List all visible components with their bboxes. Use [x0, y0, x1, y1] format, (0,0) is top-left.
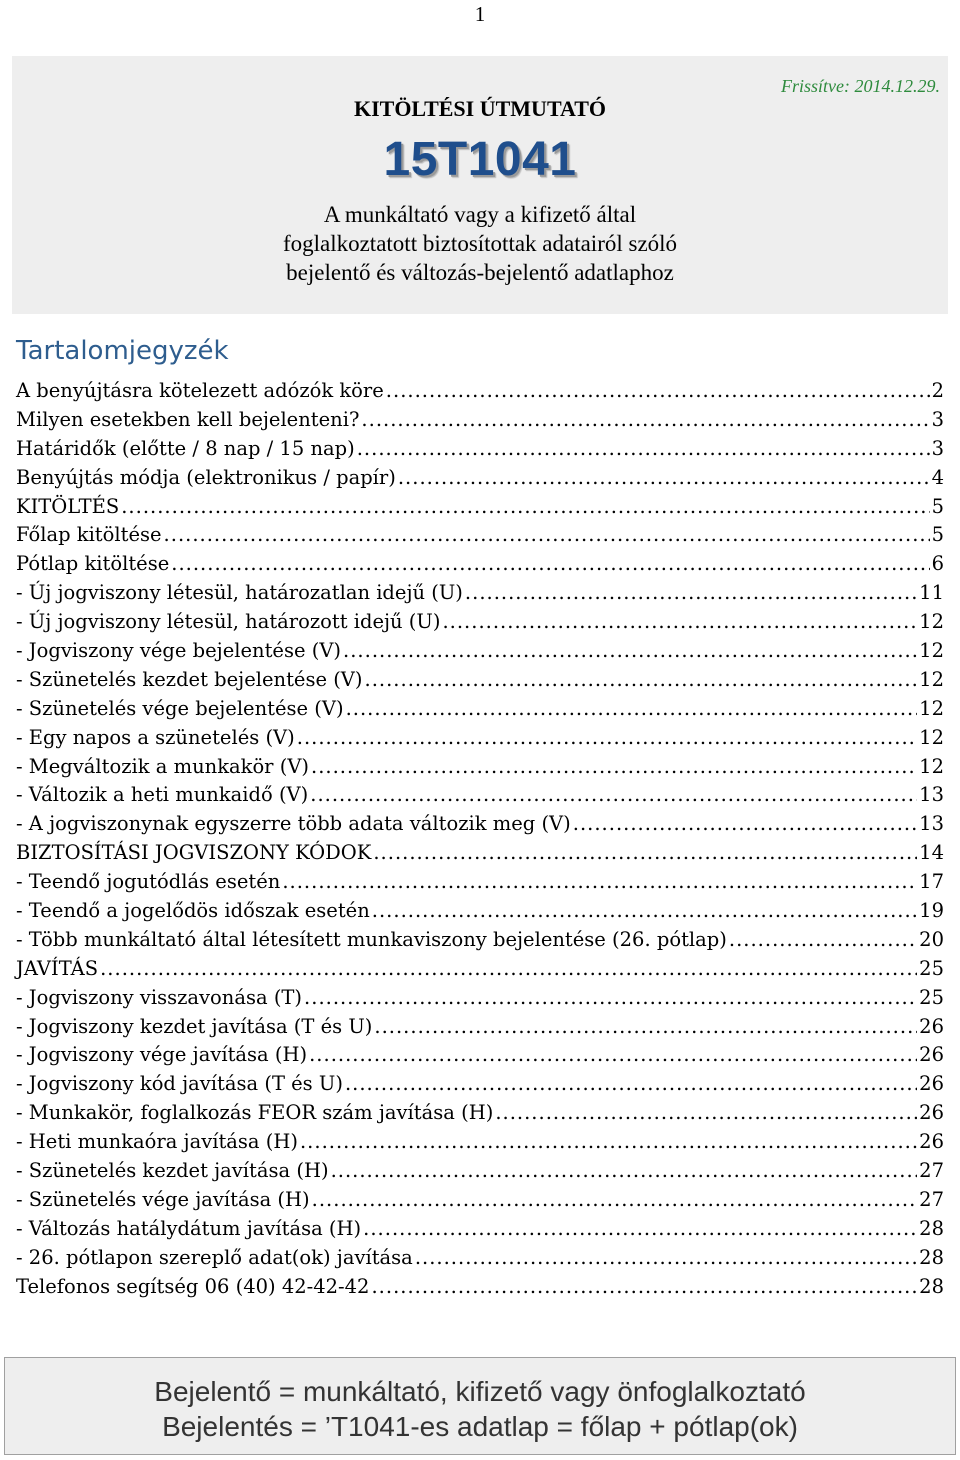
toc-dot-leader: [357, 435, 930, 464]
toc-entry-page: 3: [931, 436, 944, 460]
toc-entry-page: 12: [919, 696, 944, 720]
toc-entry-page: 5: [931, 494, 944, 518]
toc-entry-page: 11: [919, 581, 944, 605]
toc-entry-title: - Szünetelés kezdet javítása (H): [16, 1159, 329, 1183]
subtitle-line: A munkáltató vagy a kifizető által: [323, 202, 637, 227]
toc-dot-leader: [171, 550, 929, 579]
toc-entry-title: - Szünetelés vége javítása (H): [16, 1187, 310, 1211]
toc-dot-leader: [300, 1128, 917, 1157]
subtitle-line: bejelentő és változás-bejelentő adatlaphoz: [286, 260, 674, 285]
toc-entry-title: - Jogviszony kezdet javítása (T és U): [16, 1014, 373, 1038]
toc-dot-leader: [304, 984, 917, 1013]
toc-entry-title: - Új jogviszony létesül, határozott idejű (U): [16, 610, 441, 634]
toc-entry[interactable]: [16, 406, 944, 435]
toc-dot-leader: [164, 521, 930, 550]
toc-entry-page: 27: [919, 1187, 944, 1211]
toc-dot-leader: [729, 926, 917, 955]
toc-entry-page: 13: [919, 783, 944, 807]
toc-entry-title: - Változás hatálydátum javítása (H): [16, 1216, 362, 1240]
toc-entry-title: - Több munkáltató által létesített munkaviszony bejelentése (26. pótlap): [16, 927, 727, 951]
toc-dot-leader: [371, 1273, 917, 1302]
toc-dot-leader: [282, 868, 917, 897]
toc-entry-title: - Jogviszony kód javítása (T és U): [16, 1072, 343, 1096]
toc-dot-leader: [398, 464, 930, 493]
toc-entry[interactable]: [16, 1128, 944, 1157]
toc-dot-leader: [495, 1099, 917, 1128]
toc-dot-leader: [331, 1157, 918, 1186]
toc-entry-page: 27: [919, 1159, 944, 1183]
toc-dot-leader: [373, 839, 917, 868]
toc-entry[interactable]: [16, 1013, 944, 1042]
toc-entry[interactable]: [16, 493, 944, 522]
toc-entry-title: - Egy napos a szünetelés (V): [16, 725, 295, 749]
toc-entry[interactable]: [16, 1157, 944, 1186]
toc-entry-title: - Szünetelés kezdet bejelentése (V): [16, 667, 363, 691]
page-number: 1: [474, 2, 486, 26]
toc-entry[interactable]: [16, 926, 944, 955]
toc-entry[interactable]: [16, 435, 944, 464]
toc-entry[interactable]: [16, 521, 944, 550]
toc-entry[interactable]: [16, 1273, 944, 1302]
toc-entry-title: Pótlap kitöltése: [16, 552, 170, 576]
toc-dot-leader: [345, 1070, 917, 1099]
toc-entry-title: A benyújtásra kötelezett adózók köre: [16, 379, 384, 402]
toc-entry-title: - Jogviszony visszavonása (T): [16, 985, 303, 1009]
toc-entry-page: 17: [919, 870, 944, 894]
toc-entry-page: 3: [931, 407, 944, 431]
toc-entry-page: 28: [919, 1216, 944, 1240]
toc-dot-leader: [374, 1013, 917, 1042]
toc-entry[interactable]: [16, 1215, 944, 1244]
title-box: [12, 56, 948, 314]
toc-entry-page: 26: [919, 1101, 944, 1125]
toc-dot-leader: [361, 406, 929, 435]
toc-entry-title: - Új jogviszony létesül, határozatlan idejű (U): [16, 581, 463, 605]
toc-entry-title: JAVÍTÁS: [16, 956, 99, 980]
form-code-title: 15T1041: [383, 133, 577, 186]
definition-box: [4, 1357, 956, 1455]
toc-dot-leader: [310, 781, 917, 810]
toc-entry-title: - Jogviszony vége bejelentése (V): [16, 639, 342, 663]
toc-entry-page: 4: [931, 465, 944, 489]
toc-entry[interactable]: [16, 955, 944, 984]
toc-dot-leader: [343, 637, 917, 666]
toc-entry-page: 28: [919, 1274, 944, 1298]
toc-entry[interactable]: [16, 724, 944, 753]
toc-entry[interactable]: [16, 1244, 944, 1273]
toc-entry[interactable]: [16, 1186, 944, 1215]
toc-entry[interactable]: [16, 897, 944, 926]
updated-date: Frissítve: 2014.12.29.: [781, 76, 940, 96]
toc-entry-title: Benyújtás módja (elektronikus / papír): [16, 465, 396, 489]
toc-entry[interactable]: [16, 637, 944, 666]
toc-dot-leader: [121, 493, 929, 522]
subtitle-line: foglalkoztatott biztosítottak adatairól szóló: [282, 231, 678, 256]
toc-entry-page: 6: [931, 552, 944, 576]
toc-entry[interactable]: [16, 868, 944, 897]
toc-dot-leader: [465, 579, 917, 608]
toc-entry-page: 13: [919, 812, 944, 836]
toc-entry-page: 26: [919, 1043, 944, 1067]
toc-dot-leader: [100, 955, 917, 984]
toc-entry[interactable]: [16, 377, 944, 406]
toc-entry[interactable]: [16, 579, 944, 608]
toc-dot-leader: [363, 1215, 917, 1244]
toc-entry-title: KITÖLTÉS: [16, 494, 120, 518]
toc-entry-page: 26: [919, 1014, 944, 1038]
toc-dot-leader: [346, 695, 918, 724]
toc-entry-title: - Szünetelés vége bejelentése (V): [16, 696, 344, 720]
toc-entry[interactable]: [16, 666, 944, 695]
toc-entry-page: 12: [919, 610, 944, 634]
toc-entry-page: 5: [931, 523, 944, 547]
toc-entry[interactable]: [16, 810, 944, 839]
toc-entry-page: 12: [919, 639, 944, 663]
toc-entry-page: 14: [919, 841, 944, 865]
toc-entry-page: 25: [919, 956, 944, 980]
toc-dot-leader: [573, 810, 917, 839]
toc-entry[interactable]: [16, 839, 944, 868]
toc-entry-title: Telefonos segítség 06 (40) 42-42-42: [16, 1274, 370, 1298]
toc-entry[interactable]: [16, 753, 944, 782]
toc-entry-title: - Teendő a jogelődös időszak esetén: [16, 899, 370, 923]
table-of-contents: [16, 377, 944, 1302]
toc-dot-leader: [386, 377, 930, 406]
toc-entry-title: - Jogviszony vége javítása (H): [16, 1043, 308, 1067]
toc-entry[interactable]: [16, 781, 944, 810]
toc-entry-title: - Heti munkaóra javítása (H): [16, 1130, 298, 1154]
toc-dot-leader: [442, 608, 917, 637]
toc-dot-leader: [309, 1041, 917, 1070]
toc-entry-title: - Munkakör, foglalkozás FEOR szám javítása (H): [16, 1101, 494, 1125]
toc-entry-title: Főlap kitöltése: [16, 523, 162, 547]
toc-entry-title: Milyen esetekben kell bejelenteni?: [16, 407, 360, 431]
toc-entry-page: 26: [919, 1072, 944, 1096]
toc-dot-leader: [365, 666, 918, 695]
toc-entry-title: - A jogviszonynak egyszerre több adata változik meg (V): [16, 812, 571, 836]
toc-entry-page: 2: [931, 379, 944, 402]
definition-line-1: Bejelentő = munkáltató, kifizető vagy önfoglalkoztató: [154, 1376, 806, 1407]
toc-entry[interactable]: [16, 1099, 944, 1128]
document-subtitle: [12, 200, 948, 287]
toc-entry-page: 19: [919, 899, 944, 923]
toc-entry[interactable]: [16, 1070, 944, 1099]
toc-entry-title: - 26. pótlapon szereplő adat(ok) javítása: [16, 1245, 413, 1269]
guide-label: KITÖLTÉSI ÚTMUTATÓ: [353, 96, 607, 121]
toc-entry-page: 20: [919, 927, 944, 951]
toc-entry-page: 12: [919, 667, 944, 691]
toc-entry-title: - Megváltozik a munkakör (V): [16, 754, 310, 778]
toc-entry[interactable]: [16, 550, 944, 579]
toc-entry[interactable]: [16, 1041, 944, 1070]
toc-entry-page: 26: [919, 1130, 944, 1154]
toc-entry[interactable]: [16, 984, 944, 1013]
toc-entry-page: 12: [919, 725, 944, 749]
toc-entry-page: 25: [919, 985, 944, 1009]
toc-entry-title: BIZTOSÍTÁSI JOGVISZONY KÓDOK: [16, 841, 372, 865]
toc-dot-leader: [312, 1186, 918, 1215]
definition-line-2: Bejelentés = ’T1041-es adatlap = főlap + pótlap(ok): [162, 1411, 798, 1442]
toc-dot-leader: [372, 897, 917, 926]
toc-entry[interactable]: [16, 695, 944, 724]
toc-entry-title: Határidők (előtte / 8 nap / 15 nap): [16, 436, 355, 460]
toc-heading: Tartalomjegyzék: [16, 336, 229, 366]
toc-dot-leader: [311, 753, 917, 782]
toc-dot-leader: [415, 1244, 917, 1273]
toc-dot-leader: [297, 724, 917, 753]
toc-entry-title: - Teendő jogutódlás esetén: [16, 870, 281, 894]
toc-entry-page: 28: [919, 1245, 944, 1269]
toc-entry[interactable]: [16, 608, 944, 637]
toc-entry-title: - Változik a heti munkaidő (V): [16, 783, 309, 807]
toc-entry-page: 12: [919, 754, 944, 778]
toc-entry[interactable]: [16, 464, 944, 493]
